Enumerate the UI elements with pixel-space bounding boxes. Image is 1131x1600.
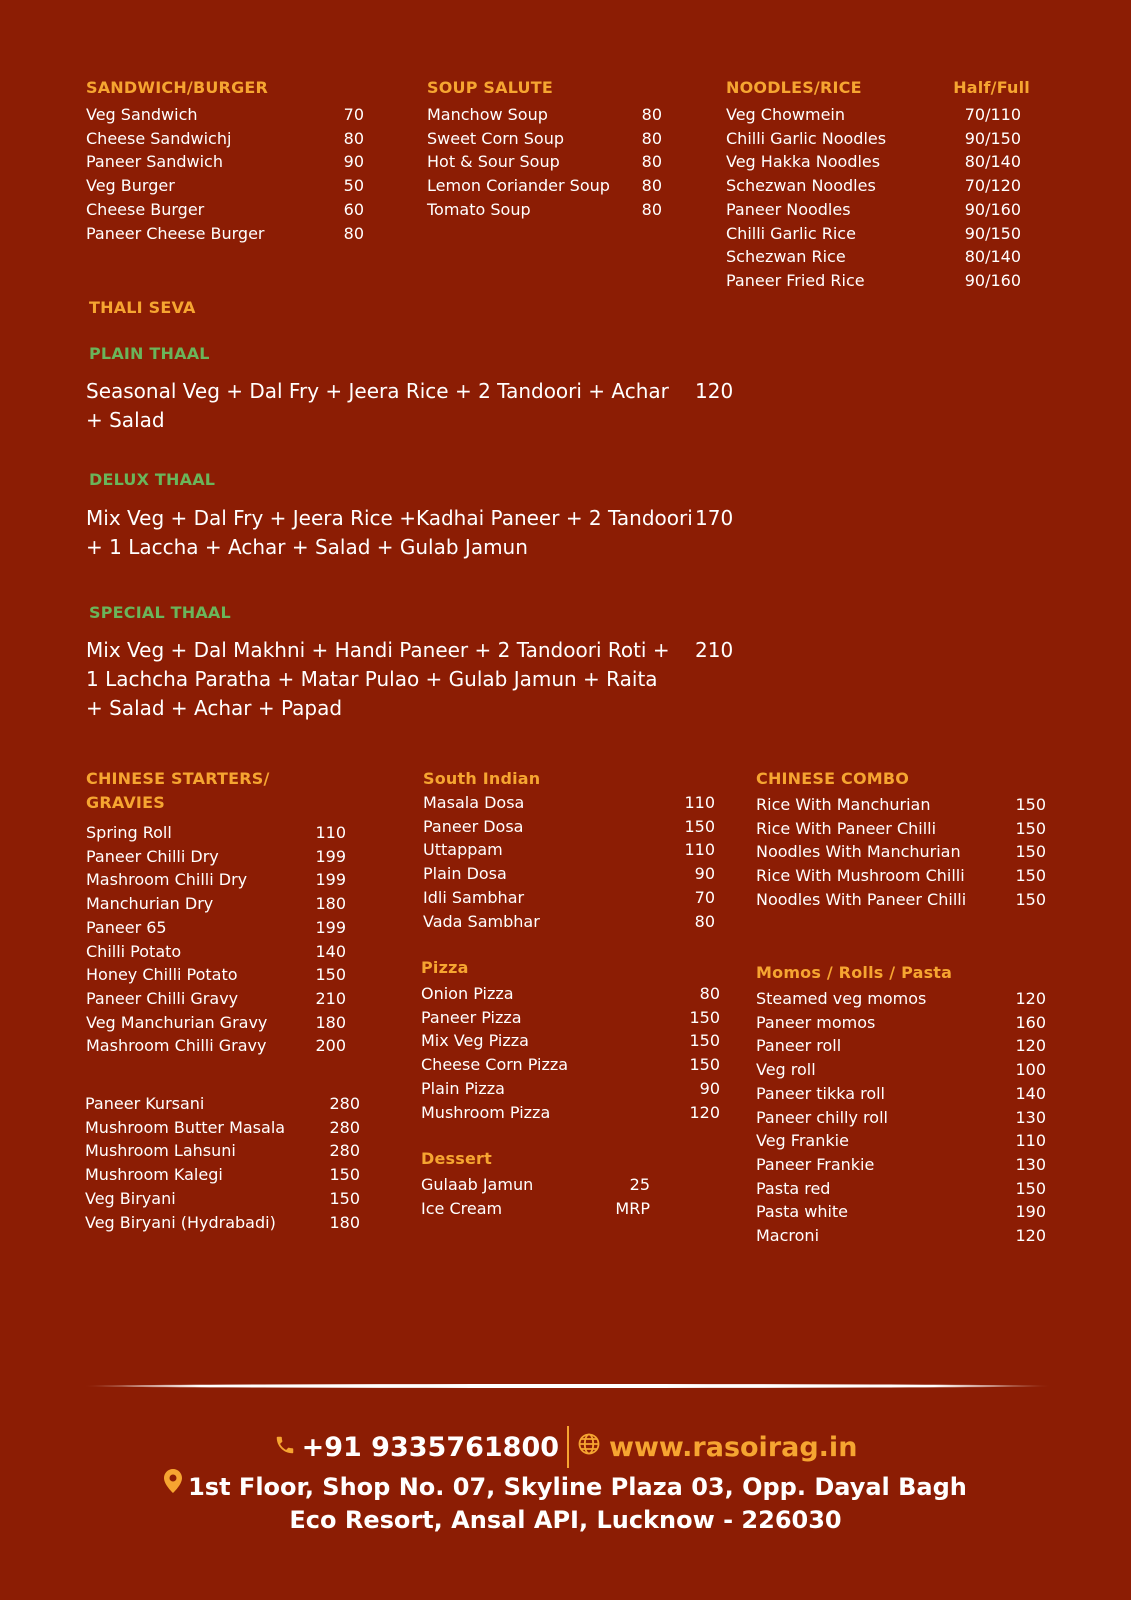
menu-item bbox=[726, 198, 1021, 222]
menu-item-price: 80 bbox=[699, 984, 720, 1003]
chinese-starters-section bbox=[86, 767, 346, 1058]
address-line-2: Eco Resort, Ansal API, Lucknow - 226030 bbox=[289, 1506, 842, 1534]
menu-item-name: Paneer 65 bbox=[86, 917, 167, 937]
menu-item-price: 150 bbox=[689, 1055, 720, 1075]
menu-item-name: Noodles With Paneer Chilli bbox=[756, 889, 967, 909]
menu-item-price: 130 bbox=[1015, 1154, 1046, 1174]
noodles-rice-section bbox=[726, 76, 1030, 293]
menu-list bbox=[86, 103, 364, 245]
dessert-section bbox=[421, 1147, 650, 1220]
contact-line bbox=[0, 1427, 1131, 1467]
menu-item-name: Veg Chowmein bbox=[726, 105, 845, 124]
thaal-line: Mix Veg + Dal Fry + Jeera Rice +Kadhai Paneer + 2 Tandoori bbox=[86, 506, 693, 530]
delux-thaal-heading: DELUX THAAL bbox=[89, 470, 216, 489]
menu-item-name: Honey Chilli Potato bbox=[86, 965, 238, 985]
section-heading: Dessert bbox=[421, 1149, 492, 1168]
menu-item-price: 180 bbox=[315, 1012, 346, 1032]
menu-item-price: 90/150 bbox=[964, 223, 1021, 243]
menu-item-name: Mushroom Butter Masala bbox=[85, 1117, 286, 1137]
special-thaal-description bbox=[86, 636, 686, 723]
menu-item bbox=[423, 815, 715, 839]
menu-item-name: Manchurian Dry bbox=[86, 894, 214, 914]
menu-item bbox=[756, 888, 1046, 912]
menu-item-price: 150 bbox=[329, 1165, 360, 1185]
menu-item bbox=[86, 103, 364, 127]
menu-item bbox=[86, 987, 346, 1011]
menu-item-price: 70/110 bbox=[964, 105, 1021, 124]
menu-item-price: 110 bbox=[315, 823, 346, 842]
pizza-section bbox=[421, 956, 720, 1124]
menu-item-name: Veg Hakka Noodles bbox=[726, 152, 881, 172]
menu-item-name: Paneer Chilli Dry bbox=[86, 846, 219, 866]
menu-item-name: Chilli Garlic Rice bbox=[726, 223, 856, 243]
menu-item bbox=[86, 1034, 346, 1058]
delux-thaal-price: 170 bbox=[695, 506, 734, 530]
menu-item-price: 80 bbox=[641, 105, 662, 124]
menu-item bbox=[756, 1106, 1046, 1130]
menu-item bbox=[756, 1177, 1046, 1201]
menu-item-name: Paneer Frankie bbox=[756, 1154, 875, 1174]
menu-item-name: Mix Veg Pizza bbox=[421, 1031, 529, 1051]
menu-item-name: Mashroom Chilli Dry bbox=[86, 870, 248, 890]
plain-thaal-price: 120 bbox=[695, 379, 734, 403]
menu-item bbox=[85, 1211, 360, 1235]
delux-thaal-description bbox=[86, 504, 696, 562]
menu-item bbox=[427, 103, 662, 127]
menu-item-name: Uttappam bbox=[423, 840, 503, 860]
menu-list bbox=[756, 793, 1046, 912]
menu-item-price: 60 bbox=[343, 199, 364, 219]
section-heading: SANDWICH/BURGER bbox=[86, 78, 269, 97]
menu-item-price: 110 bbox=[684, 793, 715, 812]
menu-item bbox=[756, 817, 1046, 841]
menu-item-price: 150 bbox=[689, 1007, 720, 1027]
menu-list bbox=[427, 103, 662, 222]
menu-item-price: 150 bbox=[329, 1188, 360, 1208]
thaal-line: + Salad bbox=[86, 408, 165, 432]
menu-item bbox=[756, 1200, 1046, 1224]
menu-item bbox=[421, 1197, 650, 1221]
menu-item bbox=[756, 1153, 1046, 1177]
half-full-heading: Half/Full bbox=[953, 78, 1030, 97]
menu-item-price: 90/150 bbox=[964, 128, 1021, 148]
menu-item bbox=[86, 1011, 346, 1035]
menu-item-price: 160 bbox=[1015, 1012, 1046, 1032]
menu-item-name: Masala Dosa bbox=[423, 793, 525, 812]
menu-item-name: Paneer Dosa bbox=[423, 816, 524, 836]
menu-item bbox=[756, 1034, 1046, 1058]
menu-item-price: 80 bbox=[343, 128, 364, 148]
menu-item-name: Veg Biryani bbox=[85, 1188, 176, 1208]
menu-item-price: 199 bbox=[315, 846, 346, 866]
momos-rolls-pasta-section bbox=[756, 961, 1046, 1248]
menu-item-price: 50 bbox=[343, 176, 364, 196]
menu-item-name: Rice With Mushroom Chilli bbox=[756, 866, 965, 886]
contact-separator bbox=[567, 1426, 569, 1468]
section-heading: Pizza bbox=[421, 958, 469, 977]
menu-item bbox=[427, 150, 662, 174]
menu-item-name: Paneer roll bbox=[756, 1036, 842, 1056]
menu-item-name: Paneer momos bbox=[756, 1012, 876, 1032]
menu-item bbox=[756, 1082, 1046, 1106]
menu-item-price: 70 bbox=[694, 887, 715, 907]
section-heading: Momos / Rolls / Pasta bbox=[756, 963, 953, 982]
menu-item-price: 199 bbox=[315, 917, 346, 937]
menu-item-price: 80 bbox=[694, 911, 715, 931]
menu-item-name: Tomato Soup bbox=[427, 199, 531, 219]
address-line-1: 1st Floor, Shop No. 07, Skyline Plaza 03, Opp. Dayal Bagh bbox=[188, 1473, 967, 1501]
menu-item-name: Plain Dosa bbox=[423, 864, 507, 884]
menu-item bbox=[421, 1101, 720, 1125]
menu-item-price: 70/120 bbox=[964, 176, 1021, 196]
menu-item-price: MRP bbox=[615, 1198, 650, 1218]
menu-item-price: 150 bbox=[1015, 795, 1046, 814]
menu-item bbox=[85, 1092, 360, 1116]
menu-item bbox=[86, 150, 364, 174]
menu-item-name: Cheese Corn Pizza bbox=[421, 1055, 569, 1075]
menu-item-name: Chilli Garlic Noodles bbox=[726, 128, 887, 148]
menu-item bbox=[86, 940, 346, 964]
section-heading: SOUP SALUTE bbox=[427, 78, 553, 97]
menu-item bbox=[756, 1129, 1046, 1153]
menu-item-name: Mushroom Kalegi bbox=[85, 1165, 223, 1185]
menu-item-name: Cheese Sandwichj bbox=[86, 128, 232, 148]
menu-item-price: 140 bbox=[315, 941, 346, 961]
menu-item-name: Mushroom Pizza bbox=[421, 1102, 551, 1122]
menu-item-name: Ice Cream bbox=[421, 1198, 503, 1218]
menu-item-price: 180 bbox=[315, 894, 346, 914]
menu-item-name: Paneer Fried Rice bbox=[726, 270, 865, 290]
menu-item-price: 90 bbox=[694, 864, 715, 884]
thaal-line: Seasonal Veg + Dal Fry + Jeera Rice + 2 Tandoori + Achar bbox=[86, 379, 669, 403]
menu-item bbox=[86, 198, 364, 222]
menu-item-price: 80 bbox=[641, 128, 662, 148]
sandwich-burger-section bbox=[86, 76, 364, 245]
menu-item-name: Veg Manchurian Gravy bbox=[86, 1012, 268, 1032]
menu-item-price: 120 bbox=[1015, 1226, 1046, 1246]
menu-item-name: Steamed veg momos bbox=[756, 989, 927, 1008]
menu-item-name: Macroni bbox=[756, 1226, 820, 1246]
menu-item bbox=[756, 1011, 1046, 1035]
menu-item-price: 150 bbox=[689, 1031, 720, 1051]
menu-item-price: 80 bbox=[641, 176, 662, 196]
south-indian-section bbox=[423, 767, 715, 933]
thali-seva-heading: THALI SEVA bbox=[89, 298, 196, 317]
menu-item-name: Spring Roll bbox=[86, 823, 172, 842]
menu-item-name: Paneer chilly roll bbox=[756, 1107, 888, 1127]
menu-item bbox=[86, 821, 346, 845]
menu-item-name: Veg Biryani (Hydrabadi) bbox=[85, 1212, 276, 1232]
menu-item bbox=[85, 1163, 360, 1187]
menu-item bbox=[423, 838, 715, 862]
menu-item bbox=[423, 910, 715, 934]
menu-item-price: 210 bbox=[315, 988, 346, 1008]
menu-item bbox=[726, 103, 1021, 127]
menu-item bbox=[756, 864, 1046, 888]
menu-item bbox=[427, 174, 662, 198]
menu-item-price: 280 bbox=[329, 1117, 360, 1137]
menu-item-price: 100 bbox=[1015, 1060, 1046, 1080]
menu-item-name: Schezwan Noodles bbox=[726, 176, 876, 196]
menu-item bbox=[86, 916, 346, 940]
menu-item-name: Veg roll bbox=[756, 1060, 816, 1080]
menu-item bbox=[756, 793, 1046, 817]
menu-item bbox=[85, 1116, 360, 1140]
address-line bbox=[0, 1471, 1131, 1504]
section-heading: CHINESE STARTERS/ GRAVIES bbox=[86, 769, 270, 812]
menu-item-price: 120 bbox=[1015, 989, 1046, 1008]
menu-item-price: 150 bbox=[315, 965, 346, 985]
menu-item-price: 110 bbox=[684, 840, 715, 860]
menu-item-price: 280 bbox=[329, 1094, 360, 1113]
menu-item bbox=[86, 845, 346, 869]
menu-item bbox=[85, 1139, 360, 1163]
menu-item bbox=[726, 127, 1021, 151]
menu-item-price: 120 bbox=[1015, 1036, 1046, 1056]
menu-item-price: 199 bbox=[315, 870, 346, 890]
menu-item bbox=[427, 127, 662, 151]
menu-item bbox=[421, 1006, 720, 1030]
menu-item-price: 150 bbox=[1015, 889, 1046, 909]
menu-item bbox=[86, 174, 364, 198]
address-block bbox=[0, 1471, 1131, 1537]
menu-item bbox=[421, 1053, 720, 1077]
menu-item-name: Gulaab Jamun bbox=[421, 1175, 534, 1194]
menu-item bbox=[85, 1187, 360, 1211]
menu-item-price: 80/140 bbox=[964, 152, 1021, 172]
menu-item-price: 90 bbox=[343, 152, 364, 172]
menu-item-name: Mushroom Lahsuni bbox=[85, 1141, 236, 1161]
menu-item bbox=[756, 987, 1046, 1011]
menu-item-name: Sweet Corn Soup bbox=[427, 128, 565, 148]
menu-item-price: 70 bbox=[343, 105, 364, 124]
menu-item-price: 150 bbox=[1015, 842, 1046, 862]
menu-item bbox=[756, 1058, 1046, 1082]
menu-item bbox=[726, 245, 1021, 269]
menu-item bbox=[86, 892, 346, 916]
mains-section bbox=[85, 1092, 360, 1234]
menu-item-price: 180 bbox=[329, 1212, 360, 1232]
menu-item-name: Veg Sandwich bbox=[86, 105, 198, 124]
menu-item-price: 90/160 bbox=[964, 270, 1021, 290]
menu-item-price: 280 bbox=[329, 1141, 360, 1161]
menu-item-name: Paneer Cheese Burger bbox=[86, 223, 265, 243]
menu-item-name: Onion Pizza bbox=[421, 984, 514, 1003]
menu-list bbox=[421, 1173, 650, 1220]
menu-item-name: Paneer Sandwich bbox=[86, 152, 223, 172]
menu-item-name: Cheese Burger bbox=[86, 199, 205, 219]
menu-item-name: Hot & Sour Soup bbox=[427, 152, 560, 172]
menu-item-price: 80 bbox=[641, 199, 662, 219]
menu-item bbox=[423, 862, 715, 886]
menu-item-name: Lemon Coriander Soup bbox=[427, 176, 610, 196]
footer-divider bbox=[85, 1384, 1050, 1388]
menu-item-name: Paneer tikka roll bbox=[756, 1083, 885, 1103]
section-heading: CHINESE COMBO bbox=[756, 769, 910, 788]
menu-item-name: Schezwan Rice bbox=[726, 247, 846, 267]
menu-item-price: 90/160 bbox=[964, 199, 1021, 219]
menu-item bbox=[726, 269, 1021, 293]
menu-item-price: 80/140 bbox=[964, 247, 1021, 267]
menu-item-name: Vada Sambhar bbox=[423, 911, 540, 931]
menu-item-price: 90 bbox=[699, 1078, 720, 1098]
menu-item-name: Pasta white bbox=[756, 1202, 849, 1222]
menu-item-price: 150 bbox=[1015, 818, 1046, 838]
menu-item bbox=[421, 1077, 720, 1101]
menu-item-price: 150 bbox=[684, 816, 715, 836]
menu-item-name: Paneer Pizza bbox=[421, 1007, 522, 1027]
menu-item bbox=[421, 1029, 720, 1053]
special-thaal-heading: SPECIAL THAAL bbox=[89, 603, 231, 622]
menu-list bbox=[85, 1092, 360, 1234]
menu-item-name: Rice With Manchurian bbox=[756, 795, 931, 814]
menu-item-name: Veg Frankie bbox=[756, 1131, 849, 1151]
menu-item-price: 150 bbox=[1015, 866, 1046, 886]
menu-item bbox=[726, 174, 1021, 198]
thaal-line: + Salad + Achar + Papad bbox=[86, 696, 343, 720]
menu-item-price: 80 bbox=[343, 223, 364, 243]
menu-item-price: 200 bbox=[315, 1036, 346, 1056]
menu-item-price: 130 bbox=[1015, 1107, 1046, 1127]
menu-item bbox=[421, 982, 720, 1006]
menu-list bbox=[756, 987, 1046, 1248]
soup-salute-section bbox=[427, 76, 662, 222]
menu-item-name: Pasta red bbox=[756, 1178, 831, 1198]
website-link[interactable]: www.rasoirag.in bbox=[609, 1431, 858, 1463]
section-heading: NOODLES/RICE bbox=[726, 78, 862, 97]
phone-number[interactable]: +91 9335761800 bbox=[301, 1431, 560, 1463]
menu-item-price: 190 bbox=[1015, 1202, 1046, 1222]
menu-item-name: Veg Burger bbox=[86, 176, 175, 196]
menu-item-price: 120 bbox=[689, 1102, 720, 1122]
menu-item bbox=[726, 222, 1021, 246]
menu-list bbox=[86, 821, 346, 1058]
menu-item-name: Plain Pizza bbox=[421, 1078, 505, 1098]
menu-list bbox=[423, 791, 715, 933]
location-pin-icon bbox=[164, 1469, 182, 1502]
menu-item-price: 110 bbox=[1015, 1131, 1046, 1151]
menu-item-price: 80 bbox=[641, 152, 662, 172]
menu-item-name: Paneer Kursani bbox=[85, 1094, 205, 1113]
menu-item-name: Manchow Soup bbox=[427, 105, 548, 124]
plain-thaal-description bbox=[86, 377, 686, 435]
menu-item bbox=[86, 222, 364, 246]
section-heading: South Indian bbox=[423, 769, 541, 788]
menu-item bbox=[427, 198, 662, 222]
thaal-line: 1 Lachcha Paratha + Matar Pulao + Gulab Jamun + Raita bbox=[86, 667, 658, 691]
globe-icon bbox=[577, 1432, 601, 1463]
phone-icon bbox=[274, 1432, 296, 1463]
menu-item-price: 25 bbox=[629, 1175, 650, 1194]
menu-item-name: Mashroom Chilli Gravy bbox=[86, 1036, 267, 1056]
menu-item-name: Noodles With Manchurian bbox=[756, 842, 961, 862]
menu-item-name: Chilli Potato bbox=[86, 941, 182, 961]
menu-item bbox=[756, 840, 1046, 864]
menu-item-name: Paneer Chilli Gravy bbox=[86, 988, 239, 1008]
menu-list bbox=[421, 982, 720, 1124]
thaal-line: Mix Veg + Dal Makhni + Handi Paneer + 2 Tandoori Roti + bbox=[86, 638, 670, 662]
plain-thaal-heading: PLAIN THAAL bbox=[89, 344, 210, 363]
thaal-line: + 1 Laccha + Achar + Salad + Gulab Jamun bbox=[86, 535, 528, 559]
menu-item bbox=[86, 868, 346, 892]
chinese-combo-section bbox=[756, 767, 1046, 912]
menu-item bbox=[421, 1173, 650, 1197]
menu-item-price: 150 bbox=[1015, 1178, 1046, 1198]
menu-item bbox=[726, 150, 1021, 174]
menu-item bbox=[756, 1224, 1046, 1248]
special-thaal-price: 210 bbox=[695, 638, 734, 662]
menu-item bbox=[423, 791, 715, 815]
menu-item-name: Idli Sambhar bbox=[423, 887, 525, 907]
menu-item bbox=[423, 886, 715, 910]
menu-item-name: Rice With Paneer Chilli bbox=[756, 818, 937, 838]
menu-list bbox=[726, 103, 1021, 293]
menu-item bbox=[86, 127, 364, 151]
menu-item bbox=[86, 963, 346, 987]
menu-item-price: 140 bbox=[1015, 1083, 1046, 1103]
menu-item-name: Paneer Noodles bbox=[726, 199, 851, 219]
